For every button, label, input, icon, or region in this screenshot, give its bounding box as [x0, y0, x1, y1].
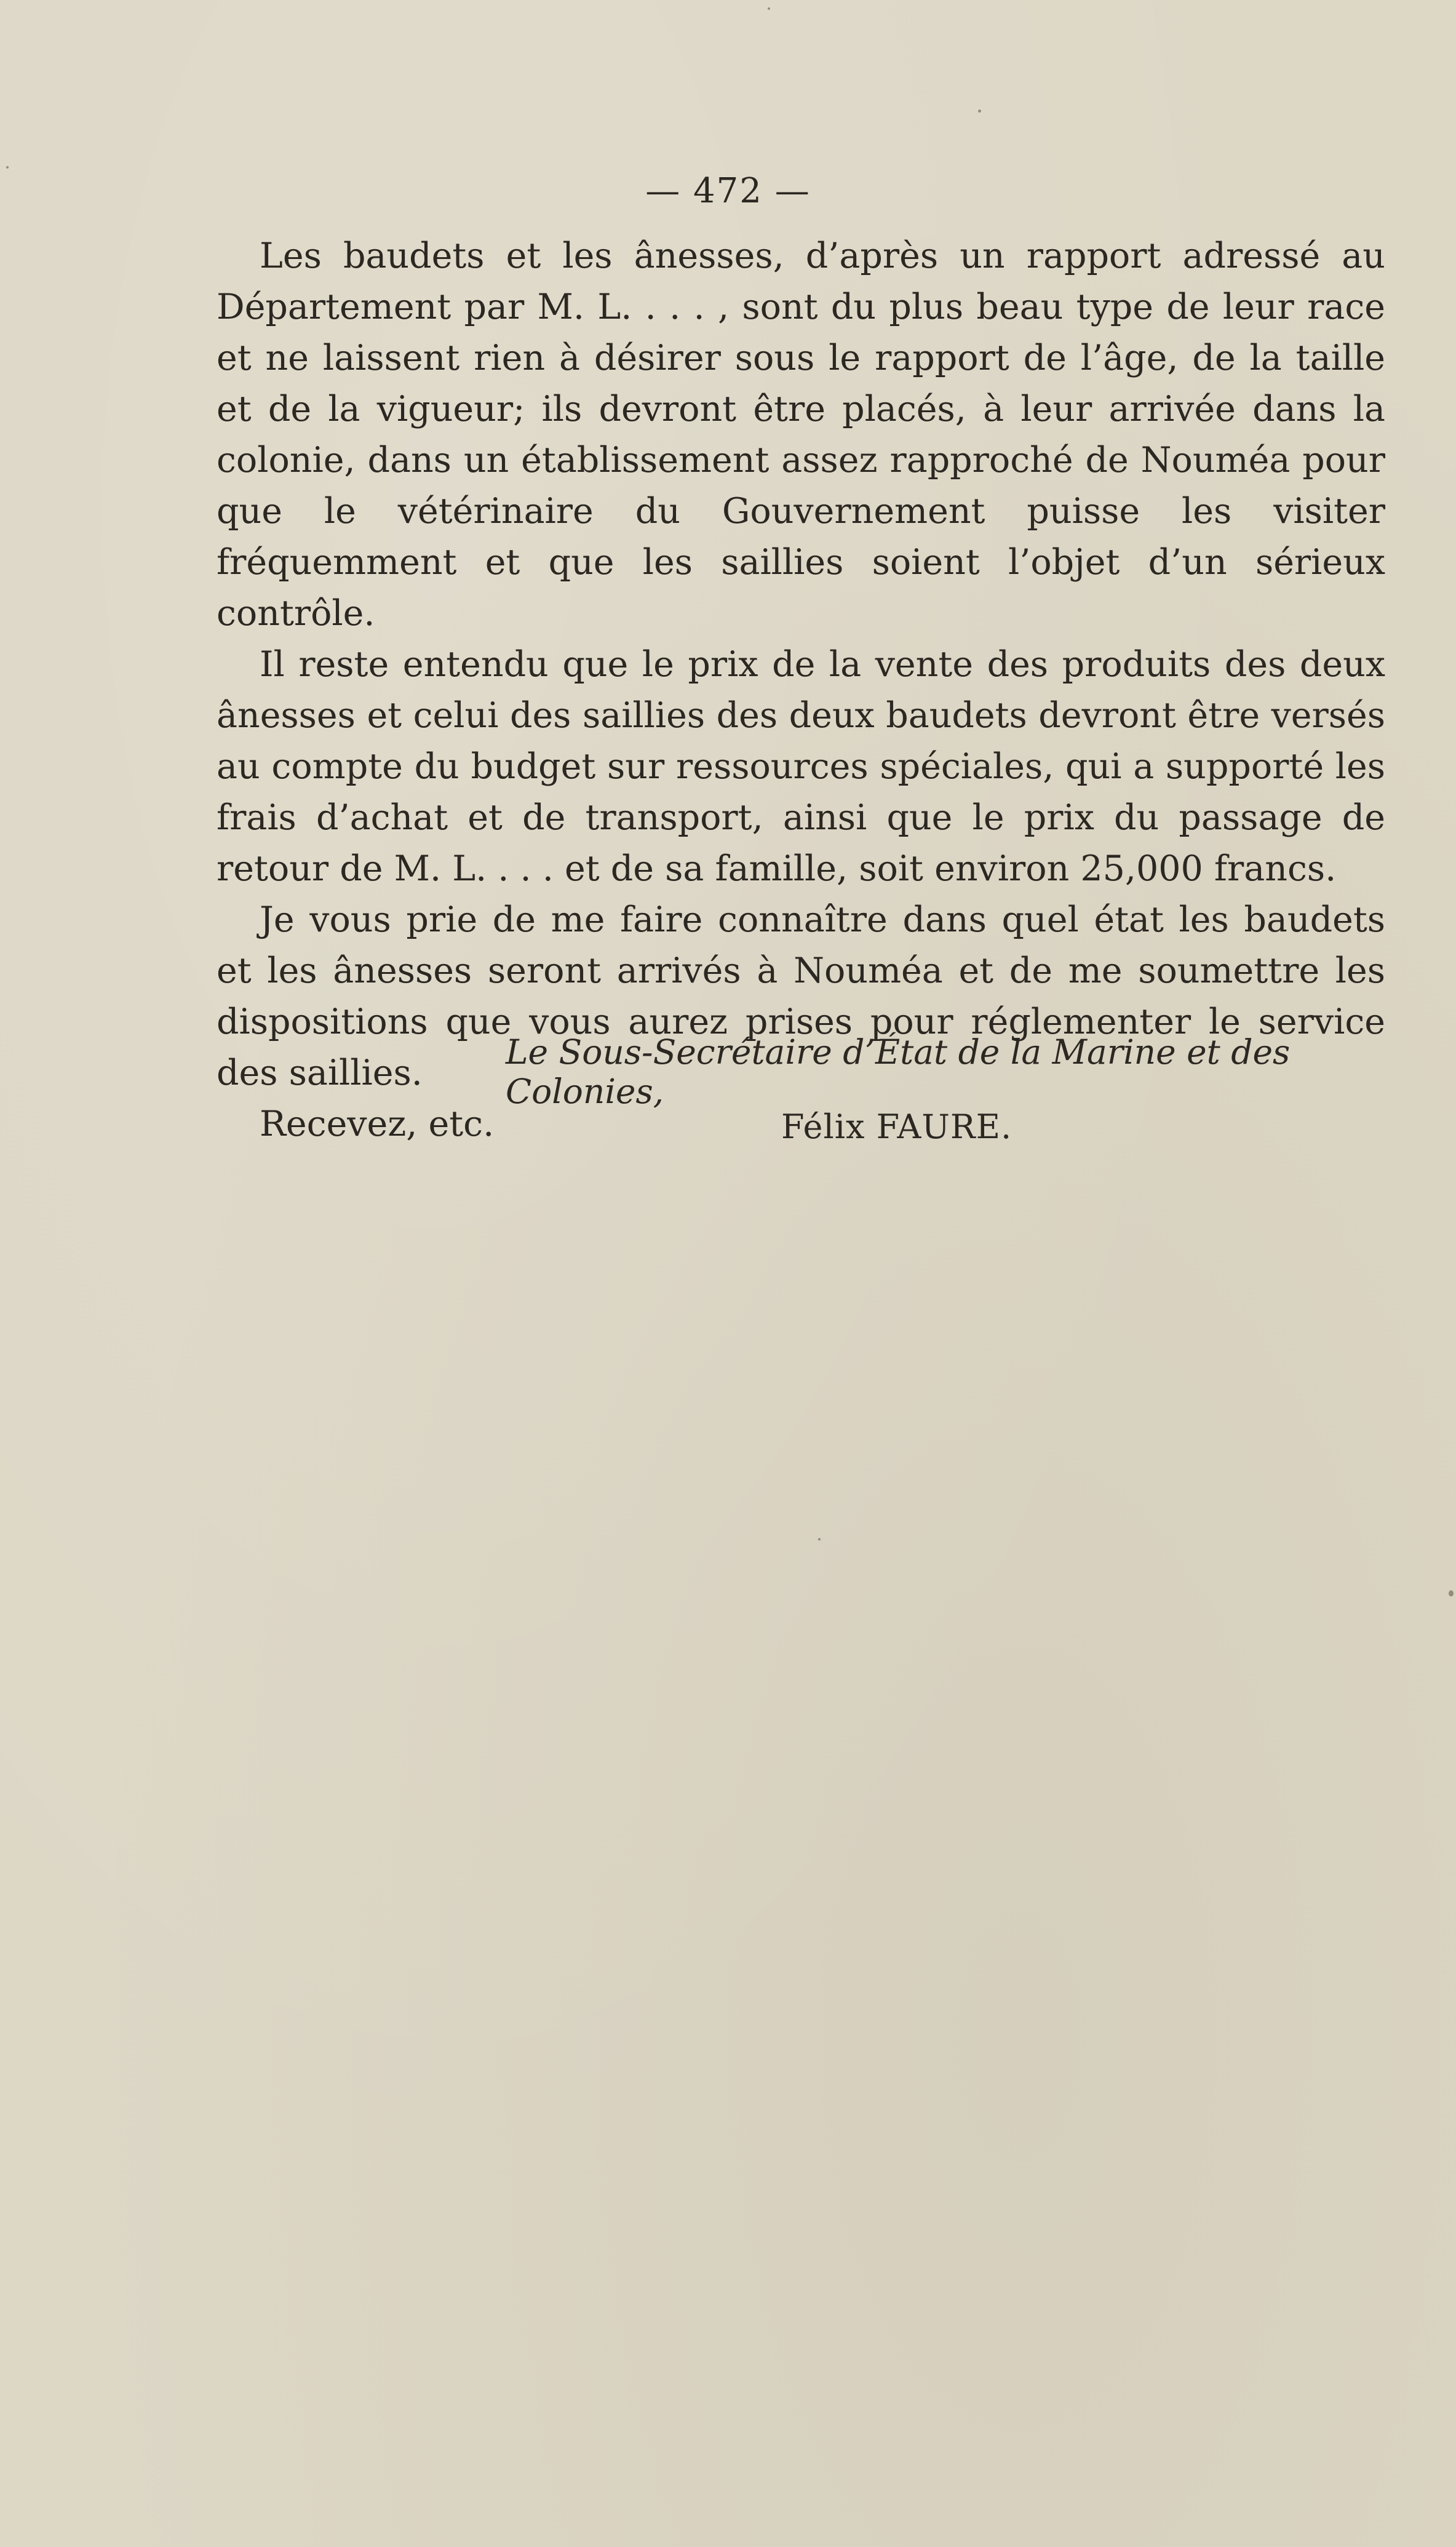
page-number: — 472 — — [645, 171, 811, 211]
paper-speck — [6, 166, 9, 169]
paper-speck — [978, 110, 981, 113]
signature-name: Félix FAURE. — [781, 1107, 1012, 1146]
paragraph-1: Les baudets et les ânesses, d’après un rapport adressé au Département par M. L. . . . , sont du plus beau type de leur race et ne laissent rien à désirer sous le rapport de l’âge, de la taille et de la vigueur; ils devront être placés, à leur arrivée dans la colonie, dans un établissement assez rapproché de Nouméa pour que le vétérinaire du Gouvernement puisse les visiter fréquemment et que les saillies soient l’objet d’un sérieux contrôle. — [217, 236, 1385, 634]
paper-speck — [768, 7, 770, 10]
signature-title: Le Sous-Secrétaire d’État de la Marine et des Colonies, — [506, 1032, 1291, 1111]
paragraph-3: Je vous prie de me faire connaître dans quel état les baudets et les ânesses seront arrivés à Nouméa et de me soumettre les dispositions que vous aurez prises pour réglementer le service des saillies. — [217, 899, 1385, 1093]
paper-speck — [1449, 1590, 1454, 1596]
paragraph-2: Il reste entendu que le prix de la vente des produits des deux ânesses et celui des saillies des deux baudets devront être versés au compte du budget sur ressources spéciales, qui a supporté les frais d’achat et de transport, ainsi que le prix du passage de retour de M. L. . . . et de sa famille, soit environ 25,000 francs. — [217, 644, 1385, 889]
paper-speck — [818, 1538, 821, 1541]
letter-body — [217, 231, 1385, 1150]
paragraph-4: Recevez, etc. — [260, 1104, 495, 1144]
